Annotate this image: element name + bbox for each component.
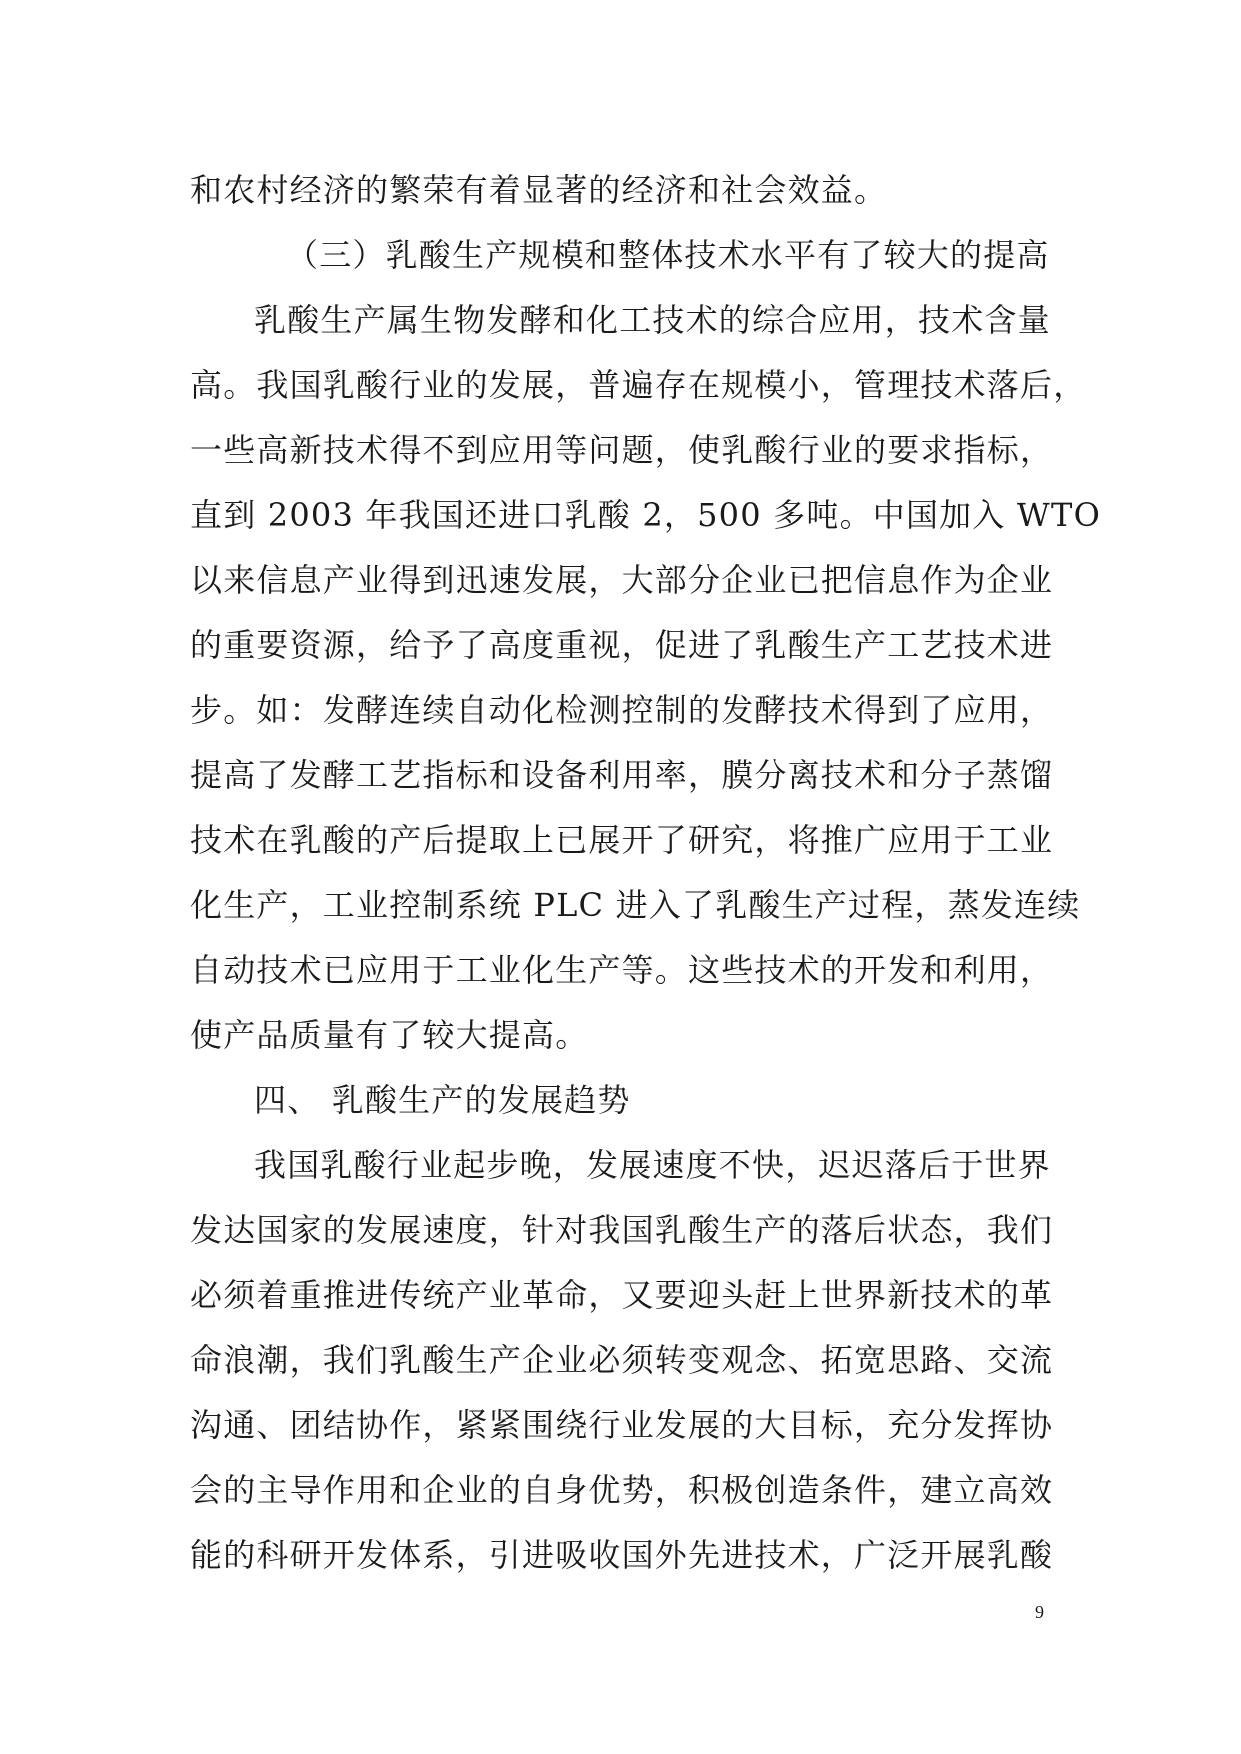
section-heading: 四、 乳酸生产的发展趋势 <box>254 1081 631 1119</box>
text-line: 必须着重推进传统产业革命，又要迎头赶上世界新技术的革 <box>190 1276 1054 1314</box>
text-line: 提高了发酵工艺指标和设备利用率，膜分离技术和分子蒸馏 <box>190 756 1054 794</box>
text-line: 一些高新技术得不到应用等问题，使乳酸行业的要求指标， <box>190 431 1054 469</box>
text-line: 会的主导作用和企业的自身优势，积极创造条件，建立高效 <box>190 1471 1054 1509</box>
body-text <box>190 158 1102 1588</box>
text-line: 能的科研开发体系，引进吸收国外先进技术，广泛开展乳酸 <box>190 1536 1054 1574</box>
section-heading: （三）乳酸生产规模和整体技术水平有了较大的提高 <box>286 236 1050 274</box>
page-number: 9 <box>1035 1602 1044 1622</box>
text-line: 和农村经济的繁荣有着显著的经济和社会效益。 <box>190 171 888 209</box>
text-line: 高。我国乳酸行业的发展，普遍存在规模小，管理技术落后， <box>190 366 1087 404</box>
text-line: 直到 2003 年我国还进口乳酸 2，500 多吨。中国加入 WTO <box>190 496 1102 534</box>
text-line: 化生产，工业控制系统 PLC 进入了乳酸生产过程，蒸发连续 <box>190 886 1081 924</box>
text-line: 沟通、团结协作，紧紧围绕行业发展的大目标，充分发挥协 <box>190 1406 1054 1444</box>
text-line: 的重要资源，给予了高度重视，促进了乳酸生产工艺技术进 <box>190 626 1054 664</box>
text-line: 我国乳酸行业起步晚，发展速度不快，迟迟落后于世界 <box>254 1146 1051 1184</box>
text-line: 使产品质量有了较大提高。 <box>190 1016 589 1054</box>
text-line: 命浪潮，我们乳酸生产企业必须转变观念、拓宽思路、交流 <box>190 1341 1054 1379</box>
text-line: 技术在乳酸的产后提取上已展开了研究，将推广应用于工业 <box>190 821 1054 859</box>
text-line: 自动技术已应用于工业化生产等。这些技术的开发和利用， <box>190 951 1054 989</box>
text-line: 步。如：发酵连续自动化检测控制的发酵技术得到了应用， <box>190 691 1054 729</box>
text-line: 发达国家的发展速度，针对我国乳酸生产的落后状态，我们 <box>190 1211 1054 1249</box>
text-line: 乳酸生产属生物发酵和化工技术的综合应用，技术含量 <box>254 301 1051 339</box>
text-line: 以来信息产业得到迅速发展，大部分企业已把信息作为企业 <box>190 561 1054 599</box>
